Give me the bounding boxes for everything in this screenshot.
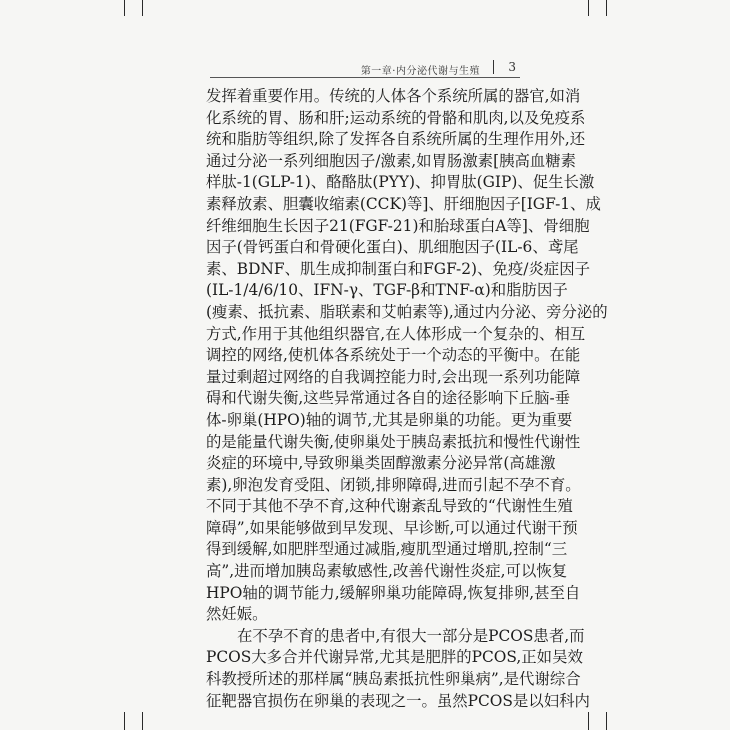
running-head bbox=[210, 60, 520, 76]
text-line: 量过剩超过网络的自我调控能力时,会出现一系列功能障 bbox=[206, 367, 581, 386]
crop-mark-bottom-right bbox=[588, 712, 589, 730]
crop-mark-bottom-left bbox=[124, 712, 125, 730]
crop-mark-bottom-right-2 bbox=[606, 712, 607, 730]
text-line: (瘦素、抵抗素、脂联素和艾帕素等),通过内分泌、旁分泌的 bbox=[206, 302, 608, 321]
text-line: PCOS大多合并代谢异常,尤其是肥胖的PCOS,正如吴效 bbox=[206, 648, 583, 667]
text-line: 障碍”,如果能够做到早发现、早诊断,可以通过代谢干预 bbox=[206, 518, 578, 537]
text-line: 体-卵巢(HPO)轴的调节,尤其是卵巢的功能。更为重要 bbox=[206, 410, 573, 429]
text-line: 然妊娠。 bbox=[206, 605, 268, 624]
text-line: 纤维细胞生长因子21(FGF-21)和胎球蛋白A等]、骨细胞 bbox=[206, 216, 590, 235]
text-line: 通过分泌一系列细胞因子/激素,如胃肠激素[胰高血糖素 bbox=[206, 151, 577, 170]
text-line: 的是能量代谢失衡,使卵巢处于胰岛素抵抗和慢性代谢性 bbox=[206, 432, 581, 451]
text-line: 方式,作用于其他组织器官,在人体形成一个复杂的、相互 bbox=[206, 324, 586, 343]
text-line: 碍和代谢失衡,这些异常通过各自的途径影响下丘脑-垂 bbox=[206, 389, 571, 408]
body-text bbox=[206, 86, 608, 712]
text-line: 得到缓解,如肥胖型通过减脂,瘦肌型通过增肌,控制“三 bbox=[206, 540, 568, 559]
text-line: 发挥着重要作用。传统的人体各个系统所属的器官,如消 bbox=[206, 87, 581, 105]
text-line: 征靶器官损伤在卵巢的表现之一。虽然PCOS是以妇科内 bbox=[206, 691, 590, 710]
text-line: 调控的网络,使机体各系统处于一个动态的平衡中。在能 bbox=[206, 346, 581, 365]
text-line: 不同于其他不孕不育,这种代谢紊乱导致的“代谢性生殖 bbox=[206, 497, 573, 516]
text-line: 样肽-1(GLP-1)、酪酪肽(PYY)、抑胃肽(GIP)、促生长激 bbox=[206, 173, 595, 192]
text-line: HPO轴的调节能力,缓解卵巢功能障碍,恢复排卵,甚至自 bbox=[206, 583, 581, 602]
text-line: 高”,进而增加胰岛素敏感性,改善代谢性炎症,可以恢复 bbox=[206, 562, 568, 581]
text-line: 素释放素、胆囊收缩素(CCK)等]、肝细胞因子[IGF-1、成 bbox=[206, 194, 601, 213]
crop-mark-top-right-2 bbox=[606, 0, 607, 16]
text-line: 素、BDNF、肌生成抑制蛋白和FGF-2)、免疫/炎症因子 bbox=[206, 259, 590, 278]
text-line: 素),卵泡发育受阻、闭锁,排卵障碍,进而引起不孕不育。 bbox=[206, 475, 581, 494]
text-line: 在不孕不育的患者中,有很大一部分是PCOS患者,而 bbox=[237, 626, 585, 645]
page-number: 3 bbox=[508, 60, 516, 74]
text-line: 炎症的环境中,导致卵巢类固醇激素分泌异常(高雄激 bbox=[206, 454, 556, 473]
header-rule bbox=[210, 77, 520, 78]
crop-mark-top-right bbox=[588, 0, 589, 16]
text-line: 因子(骨钙蛋白和骨硬化蛋白)、肌细胞因子(IL-6、鸢尾 bbox=[206, 238, 579, 257]
text-line: (IL-1/4/6/10、IFN-γ、TGF-β和TNF-α)和脂肪因子 bbox=[206, 281, 568, 300]
crop-mark-top-left-2 bbox=[142, 0, 143, 16]
text-line: 科教授所述的那样属“胰岛素抵抗性卵巢病”,是代谢综合 bbox=[206, 670, 581, 689]
header-separator bbox=[493, 60, 494, 74]
crop-mark-top-left bbox=[124, 0, 125, 16]
crop-mark-bottom-left-2 bbox=[142, 712, 143, 730]
chapter-title: 第一章·内分泌代谢与生殖 bbox=[360, 66, 480, 77]
text-line: 化系统的胃、肠和肝;运动系统的骨骼和肌肉,以及免疫系 bbox=[206, 108, 586, 127]
text-line: 统和脂肪等组织,除了发挥各自系统所属的生理作用外,还 bbox=[206, 130, 586, 149]
